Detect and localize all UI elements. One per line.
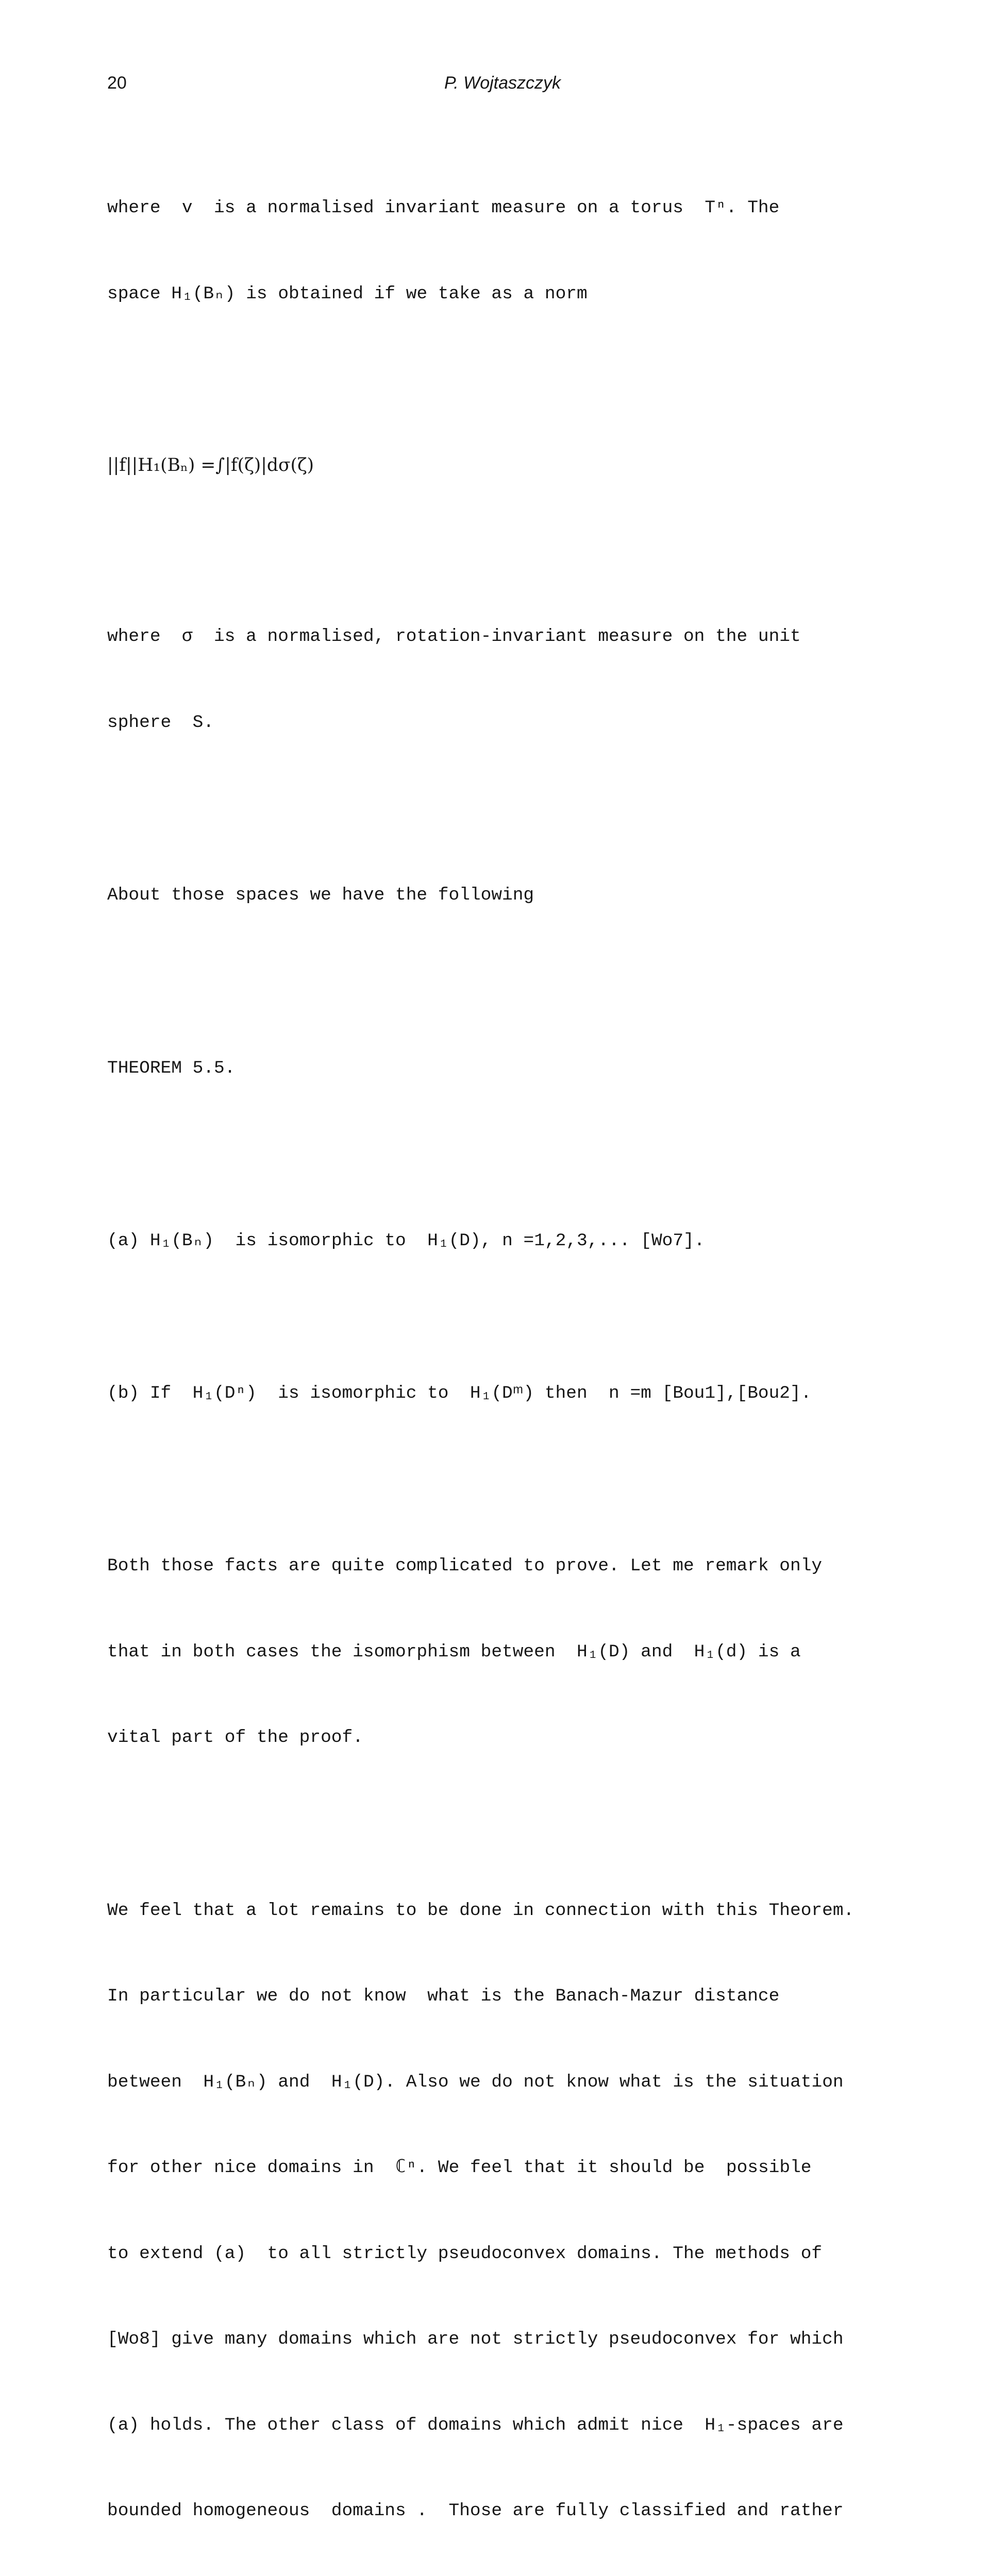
page-number: 20 [107, 73, 127, 93]
text-line: We feel that a lot remains to be done in connection with this Theorem. [107, 1900, 855, 1921]
theorem-item-a: (a) H₁(Bₙ) is isomorphic to H₁(D), n =1,2,3,... [Wo7]. [107, 1231, 705, 1251]
text-line: between H₁(Bₙ) and H₁(D). Also we do not know what is the situation [107, 2072, 844, 2092]
text-line: to extend (a) to all strictly pseudoconvex domains. The methods of [107, 2243, 823, 2264]
norm-formula: ||f||H₁(Bₙ) =∫|f(ζ)|dσ(ζ) [107, 455, 314, 476]
text-line: vital part of the proof. [107, 1727, 363, 1748]
text-line: bounded homogeneous domains . Those are fully classified and rather [107, 2501, 844, 2521]
text-line: Both those facts are quite complicated to prove. Let me remark only [107, 1556, 823, 1576]
text-line: sphere S. [107, 712, 214, 733]
theorem-heading: THEOREM 5.5. [107, 1058, 236, 1078]
text-line: where σ is a normalised, rotation-invariant measure on the unit [107, 626, 801, 647]
text-line: space H₁(Bₙ) is obtained if we take as a norm [107, 283, 588, 304]
running-head: P. Wojtaszczyk [444, 73, 561, 93]
text-line: In particular we do not know what is the Banach-Mazur distance [107, 1986, 780, 2006]
text-line: (a) holds. The other class of domains which admit nice H₁-spaces are [107, 2415, 844, 2435]
page-body [107, 137, 922, 2576]
text-line: for other nice domains in ℂⁿ. We feel that it should be possible [107, 2158, 812, 2178]
text-line: [Wo8] give many domains which are not strictly pseudoconvex for which [107, 2329, 844, 2349]
theorem-item-b: (b) If H₁(Dⁿ) is isomorphic to H₁(Dᵐ) then n =m [Bou1],[Bou2]. [107, 1383, 812, 1403]
text-line: where v is a normalised invariant measure on a torus Tⁿ. The [107, 198, 780, 218]
text-line: that in both cases the isomorphism between H₁(D) and H₁(d) is a [107, 1641, 801, 1662]
text-line: About those spaces we have the following [107, 885, 534, 905]
